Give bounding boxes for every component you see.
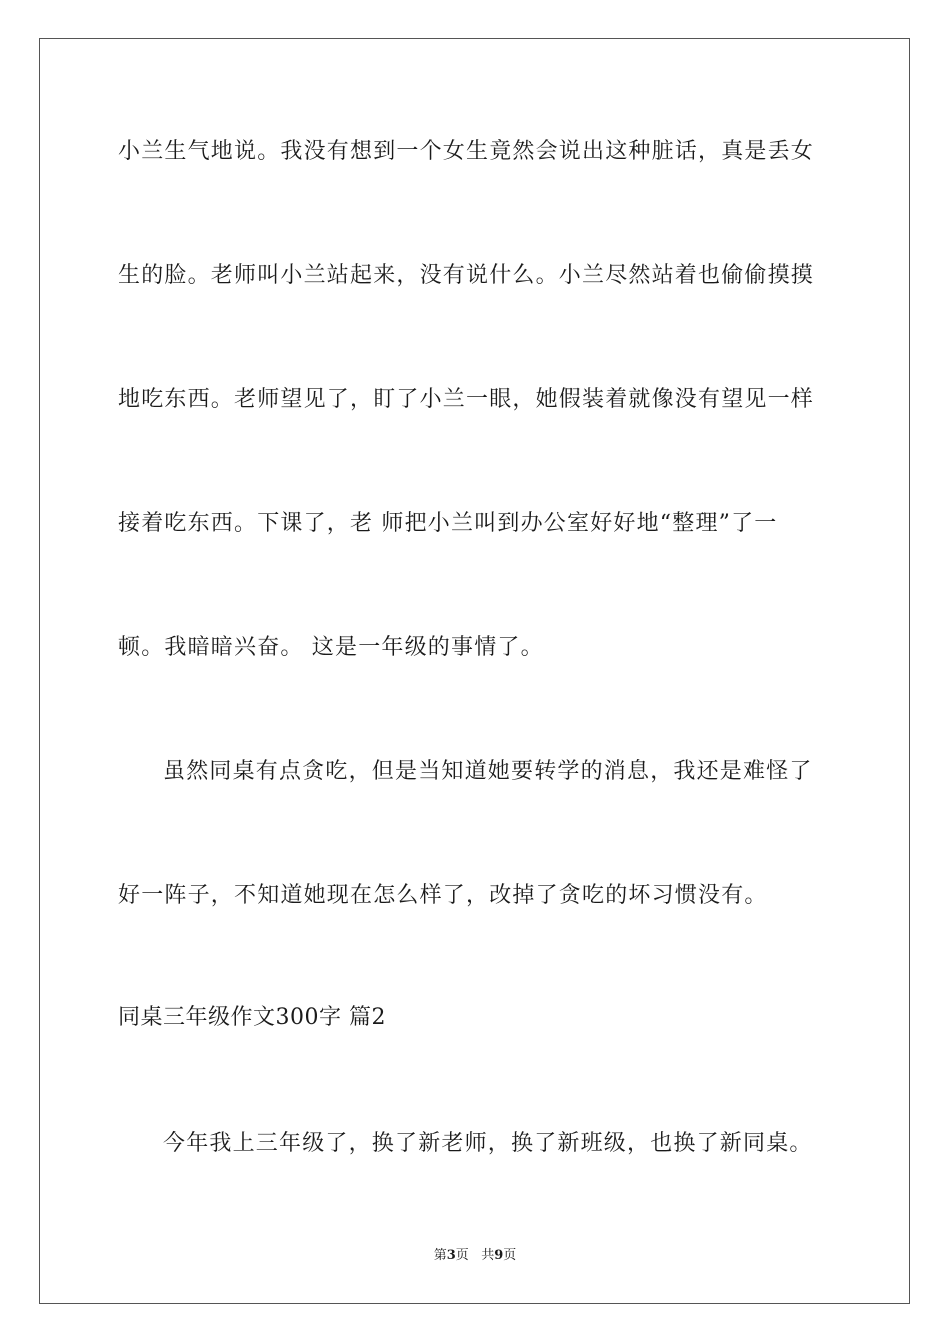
text-line: 小兰生气地说。我没有想到一个女生竟然会说出这种脏话，真是丢女 [118,139,815,164]
page-border [39,38,910,1304]
page-total: 9 [494,1248,504,1263]
text-line: 生的脸。老师叫小兰站起来，没有说什么。小兰尽然站着也偷偷摸摸 [118,263,815,288]
paragraph-first-line: 今年我上三年级了，换了新老师，换了新班级，也换了新同桌。 [163,1131,813,1156]
text-line: 接着吃东西。下课了，老 师把小兰叫到办公室好好地“整理”了一 [118,511,778,536]
paragraph-first-line: 虽然同桌有点贪吃，但是当知道她要转学的消息，我还是难怪了 [163,759,813,784]
page-suffix: 页 [455,1248,469,1263]
page-prefix: 第 [433,1248,447,1263]
text-line: 好一阵子，不知道她现在怎么样了，改掉了贪吃的坏习惯没有。 [118,883,768,908]
text-line: 地吃东西。老师望见了，盯了小兰一眼，她假装着就像没有望见一样 [118,387,815,412]
page-current: 3 [446,1248,456,1263]
section-heading: 同桌三年级作文300字 篇2 [118,1005,386,1030]
total-prefix: 共 [481,1248,495,1263]
page-footer [0,1247,950,1265]
text-line: 顿。我暗暗兴奋。 这是一年级的事情了。 [118,635,544,660]
total-suffix: 页 [503,1248,517,1263]
